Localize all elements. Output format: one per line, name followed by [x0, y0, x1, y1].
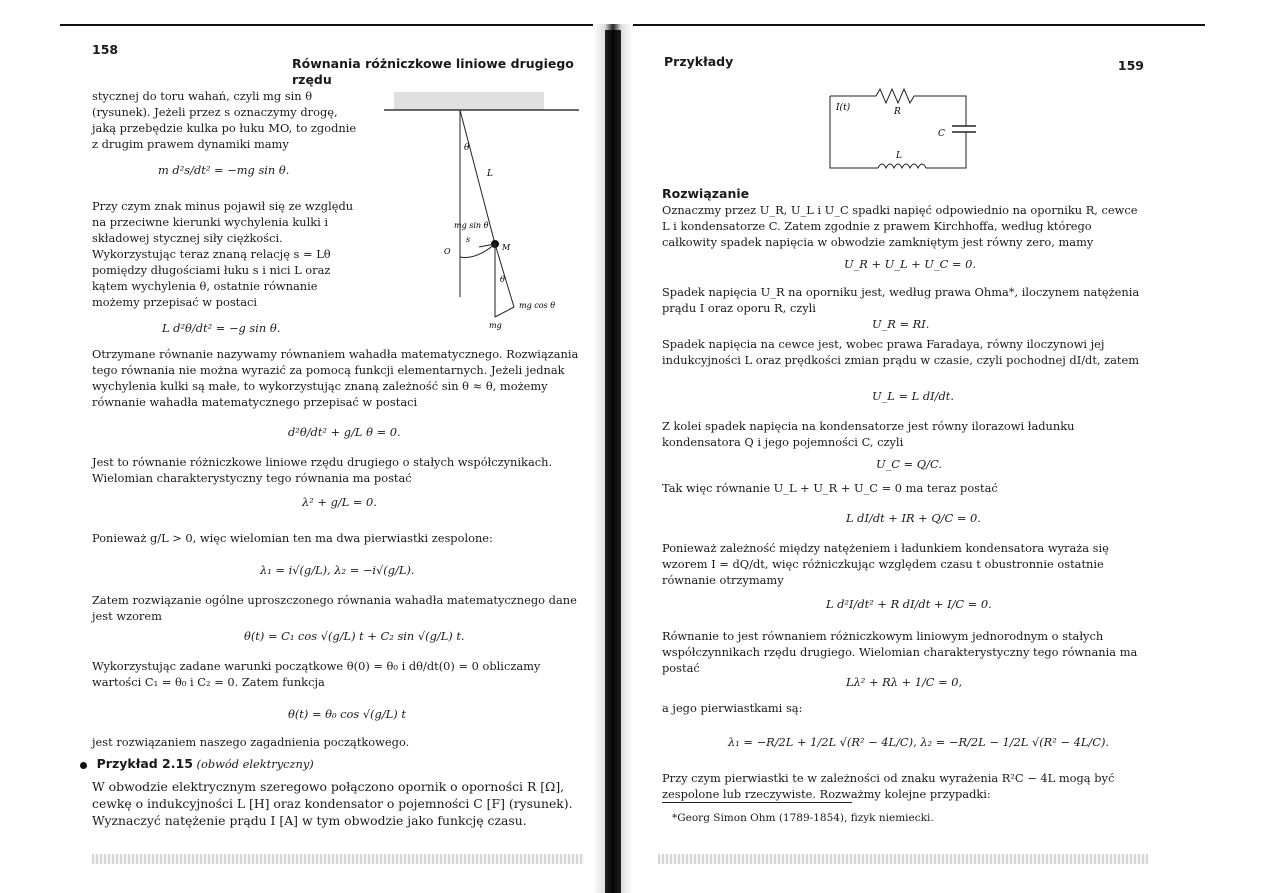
left-equation-2: L d²θ/dt² = −g sin θ. [162, 321, 281, 335]
left-paragraph-5: Ponieważ g/L > 0, więc wielomian ten ma dwa pierwiastki zespolone: [92, 531, 493, 545]
right-equation-6: L d²I/dt² + R dI/dt + I/C = 0. [826, 597, 992, 611]
fig-label-mgsin: mg sin θ [454, 221, 489, 230]
left-equation-7: θ(t) = θ₀ cos √(g/L) t [288, 707, 406, 721]
left-page-number: 158 [92, 42, 119, 57]
right-paragraph-6: Ponieważ zależność między natężeniem i ładunkiem kondensatora wyraża się wzorem I = dQ/dt, więc różniczkując względem czasu t obustronnie ostatnie równanie otrzymamy [662, 541, 1109, 587]
inductor-coil [878, 164, 926, 168]
arc-s [460, 244, 495, 257]
fig-label-theta: θ [464, 143, 470, 153]
circuit-label-C: C [938, 129, 945, 139]
right-equation-7: Lλ² + Rλ + 1/C = 0, [846, 675, 963, 689]
left-paragraph-1: stycznej do toru wahań, czyli mg sin θ (rysunek). Jeżeli przez s oznaczymy drogę, jaką przebędzie kulka po łuku MO, to zgodnie z drugim prawem dynamiki mamy [92, 89, 357, 151]
force-triangle [495, 307, 514, 317]
right-equation-1: U_R + U_L + U_C = 0. [844, 257, 976, 271]
fig-label-mgcos: mg cos θ [519, 301, 556, 310]
right-paragraph-8: a jego pierwiastkami są: [662, 701, 803, 715]
right-equation-4: U_C = Q/C. [876, 457, 942, 471]
left-equation-4: λ² + g/L = 0. [302, 495, 377, 509]
circuit-label-L: L [896, 151, 902, 161]
fig-label-s: s [466, 235, 471, 244]
circuit-figure [826, 86, 976, 186]
book-spine-shadow [605, 30, 621, 893]
scan-artifact-left [92, 854, 584, 864]
left-running-title: Równania różniczkowe liniowe drugiego rzędu [292, 56, 574, 87]
right-paragraph-7: Równanie to jest równaniem różniczkowym liniowym jednorodnym o stałych współczynnikach rzędu drugiego. Wielomian charakterystyczny tego równania ma postać [662, 629, 1138, 675]
footnote-rule [662, 802, 852, 803]
fig-label-M: M [502, 243, 511, 252]
footnote: *Georg Simon Ohm (1789-1854), fizyk niemiecki. [672, 812, 934, 824]
circuit-label-R: R [894, 107, 901, 117]
right-equation-5: L dI/dt + IR + Q/C = 0. [846, 511, 981, 525]
fig-label-mg: mg [489, 321, 502, 330]
right-paragraph-9: Przy czym pierwiastki te w zależności od znaku wyrażenia R²C − 4L mogą być zespolone lub rzeczywiste. Rozważmy kolejne przypadki: [662, 771, 1115, 801]
left-paragraph-2: Przy czym znak minus pojawił się ze względu na przeciwne kierunki wychylenia kulki i składowej stycznej siły ciężkości. Wykorzystując teraz znaną relację s = Lθ pomiędzy długościami łuku s i nici L oraz kątem wychylenia θ, ostatnie równanie możemy przepisać w postaci [92, 199, 354, 309]
left-equation-1: m d²s/dt² = −mg sin θ. [158, 163, 290, 177]
left-paragraph-6: Zatem rozwiązanie ogólne uproszczonego równania wahadła matematycznego dane jest wzorem [92, 593, 577, 623]
right-paragraph-4: Z kolei spadek napięcia na kondensatorze jest równy ilorazowi ładunku kondensatora Q i jego pojemności C, czyli [662, 419, 1075, 449]
right-running-title: Przykłady [664, 54, 734, 69]
left-paragraph-7: Wykorzystując zadane warunki początkowe θ(0) = θ₀ i dθ/dt(0) = 0 obliczamy wartości C₁ = θ₀ i C₂ = 0. Zatem funkcja [92, 659, 541, 689]
circuit-right-wire [926, 132, 966, 168]
right-page [658, 40, 1148, 880]
right-paragraph-5: Tak więc równanie U_L + U_R + U_C = 0 ma teraz postać [662, 481, 998, 495]
example-heading [80, 756, 580, 772]
fig-label-L: L [487, 169, 493, 179]
left-page [92, 40, 584, 880]
right-page-number: 159 [1117, 58, 1144, 73]
right-paragraph-3: Spadek napięcia na cewce jest, wobec prawa Faradaya, równy iloczynowi jej indukcyjności L oraz prędkości zmian prądu w czasie, czyli pochodnej dI/dt, zatem [662, 337, 1140, 367]
left-header [92, 40, 584, 87]
left-paragraph-3: Otrzymane równanie nazywamy równaniem wahadła matematycznego. Rozwiązania tego równania nie można wyrazić za pomocą funkcji elementarnych. Jeżeli jednak wychylenia kulki są małe, to wykorzystując znaną zależność sin θ ≈ θ, możemy równanie wahadła matematycznego przepisać w postaci [92, 347, 579, 409]
right-equation-8: λ₁ = −R/2L + 1/2L √(R² − 4L/C), λ₂ = −R/2L − 1/2L √(R² − 4L/C). [728, 735, 1110, 749]
left-equation-5: λ₁ = i√(g/L), λ₂ = −i√(g/L). [260, 563, 415, 577]
fig-label-theta2: θ [500, 275, 505, 284]
right-equation-3: U_L = L dI/dt. [872, 389, 954, 403]
left-equation-6: θ(t) = C₁ cos √(g/L) t + C₂ sin √(g/L) t. [244, 629, 465, 643]
right-paragraph-2: Spadek napięcia U_R na oporniku jest, według prawa Ohma*, iloczynem natężenia prądu I oraz oporu R, czyli [662, 285, 1140, 315]
scan-artifact-right [658, 854, 1148, 864]
right-paragraph-1: Oznaczmy przez U_R, U_L i U_C spadki napięć odpowiednio na oporniku R, cewce L i kondensatorze C. Zatem zgodnie z prawem Kirchhoffa, według którego całkowity spadek napięcia w obwodzie zamkniętym jest równy zero, mamy [662, 203, 1138, 249]
left-paragraph-8: jest rozwiązaniem naszego zagadnienia początkowego. [92, 735, 410, 749]
example-subtitle: (obwód elektryczny) [196, 757, 314, 771]
right-header [658, 40, 1148, 73]
example-text: W obwodzie elektrycznym szeregowo połączono opornik o oporności R [Ω], cewkę o indukcyjności L [H] oraz kondensator o pojemności C [F] (rysunek). Wyznaczyć natężenie prądu I [A] w tym obwodzie jako funkcję czasu. [92, 779, 573, 828]
right-equation-2: U_R = RI. [872, 317, 930, 331]
solution-heading: Rozwiązanie [662, 186, 750, 201]
fig-label-O: O [444, 247, 451, 256]
left-equation-3: d²θ/dt² + g/L θ = 0. [288, 425, 401, 439]
ceiling-hatch [394, 92, 544, 110]
left-paragraph-4: Jest to równanie różniczkowe liniowe rzędu drugiego o stałych współczynikach. Wielomian charakterystyczny tego równania ma postać [92, 455, 553, 485]
example-label: Przykład 2.15 [96, 756, 193, 771]
pendulum-figure [384, 92, 584, 332]
circuit-label-I: I(t) [836, 103, 851, 113]
bullet-icon [80, 762, 87, 769]
